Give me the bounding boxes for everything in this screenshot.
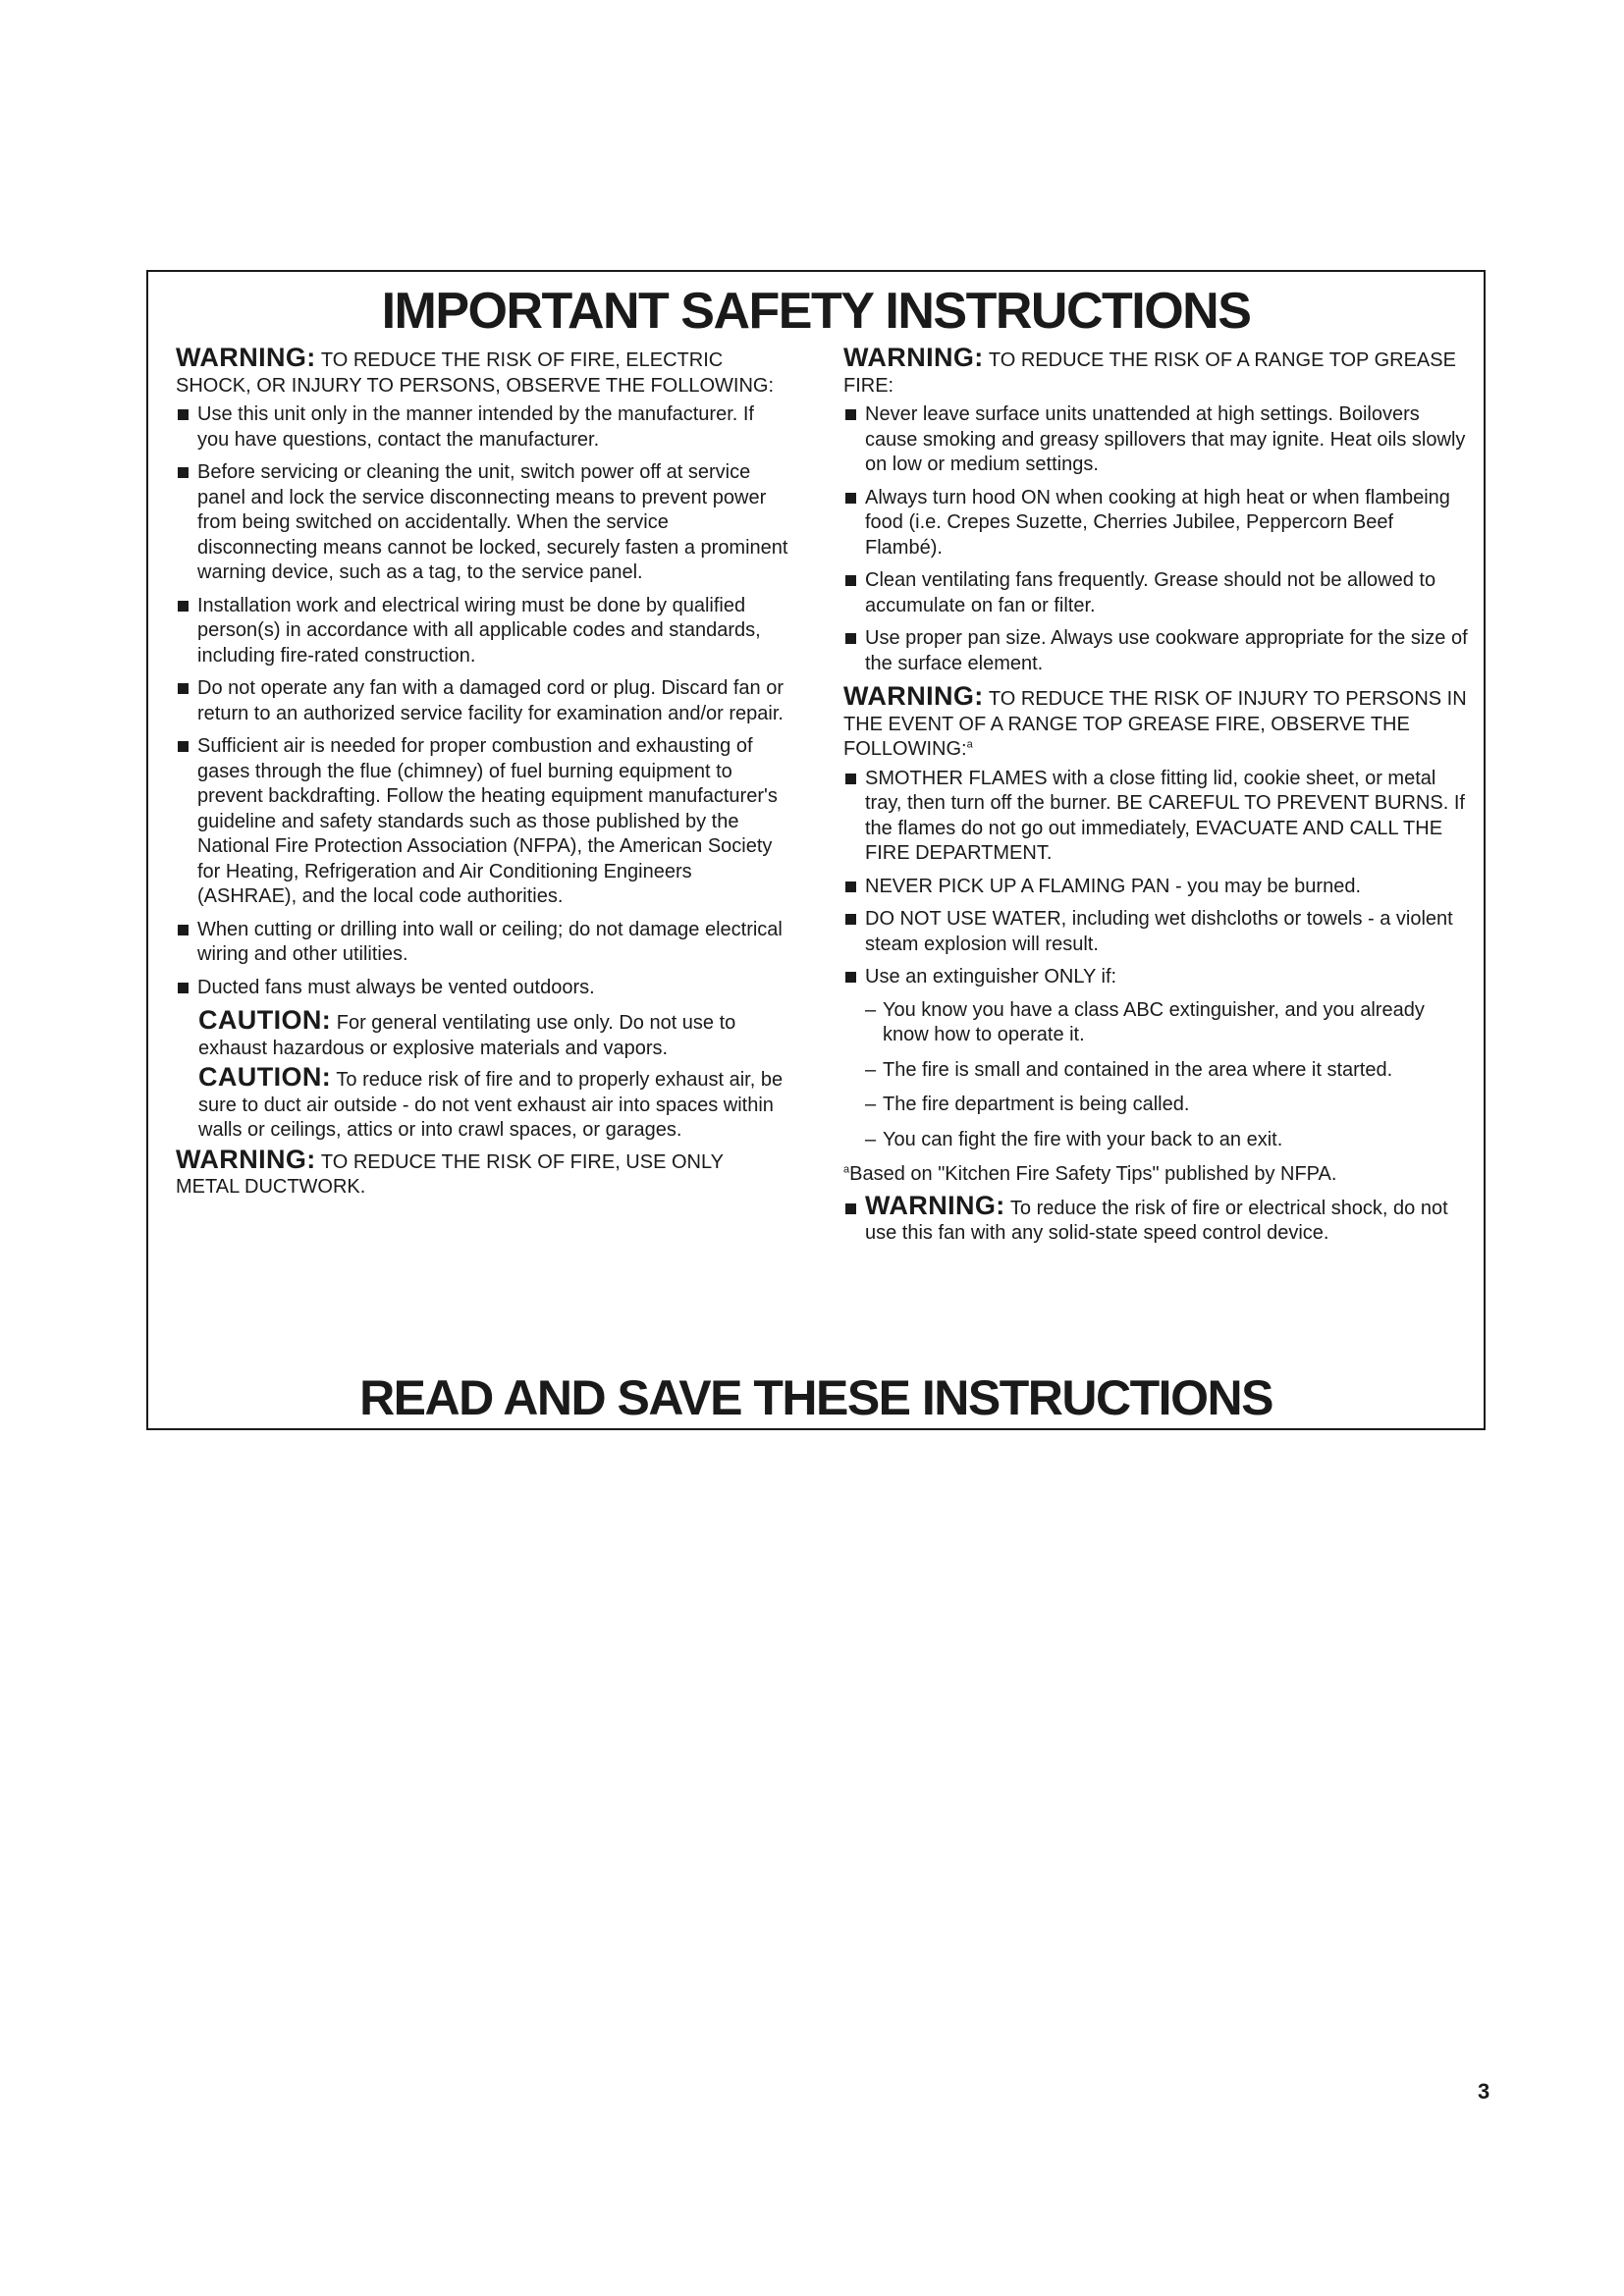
sub-list-item bbox=[843, 1058, 1472, 1084]
list-item-text: Sufficient air is needed for proper combustion and exhausting of gases through the flue (chimney) of fuel burning equipment to prevent backdrafting. Follow the heating equipment manufacturer's guideline and safety standards such as those published by the National Fire Protection Association (NFPA), the American Society for Heating, Refrigeration and Air Conditioning Engineers (ASHRAE), and the local code authorities. bbox=[197, 735, 778, 907]
warning-injury-grease-fire bbox=[843, 681, 1472, 763]
dash-bullet: – bbox=[865, 1128, 877, 1150]
warning-label: WARNING: bbox=[865, 1190, 1005, 1220]
warning-label: WARNING: bbox=[843, 343, 984, 372]
square-bullet-icon bbox=[178, 409, 189, 420]
list-item bbox=[843, 875, 1472, 900]
warning-text: To reduce the risk of fire or electrical shock, do not use this fan with any solid-state speed control device. bbox=[865, 1197, 1448, 1244]
list-item bbox=[176, 460, 790, 586]
list-item-text: When cutting or drilling into wall or ceiling; do not damage electrical wiring and other utilities. bbox=[197, 918, 783, 965]
page-number: 3 bbox=[1478, 2079, 1490, 2104]
caution-label: CAUTION: bbox=[198, 1005, 332, 1035]
left-column bbox=[176, 343, 790, 1204]
dash-bullet: – bbox=[865, 1094, 877, 1115]
sub-list-item bbox=[843, 998, 1472, 1048]
list-item bbox=[176, 594, 790, 669]
square-bullet-icon bbox=[178, 983, 189, 993]
list-item-text: Use proper pan size. Always use cookware appropriate for the size of the surface element. bbox=[865, 627, 1468, 674]
square-bullet-icon bbox=[178, 741, 189, 752]
list-item bbox=[176, 976, 790, 1001]
list-item-text: Do not operate any fan with a damaged cord or plug. Discard fan or return to an authorized service facility for examination and/or repair. bbox=[197, 677, 785, 724]
sub-list-item-text: The fire is small and contained in the area where it started. bbox=[883, 1058, 1393, 1081]
footer-title: READ AND SAVE THESE INSTRUCTIONS bbox=[359, 1370, 1272, 1425]
sub-list-item bbox=[843, 1093, 1472, 1118]
sub-list-item-text: You know you have a class ABC extinguisher, and you already know how to operate it. bbox=[883, 998, 1425, 1045]
square-bullet-icon bbox=[845, 1203, 856, 1214]
square-bullet-icon bbox=[845, 409, 856, 420]
warning-speed-control bbox=[843, 1190, 1472, 1247]
safety-instructions-box bbox=[146, 270, 1486, 1430]
list-item bbox=[176, 676, 790, 726]
square-bullet-icon bbox=[845, 914, 856, 925]
footnote-marker: a bbox=[966, 738, 973, 751]
warning-label: WARNING: bbox=[176, 1144, 316, 1174]
list-item bbox=[843, 568, 1472, 618]
list-item-text: Before servicing or cleaning the unit, switch power off at service panel and lock the service disconnecting means to prevent power from being switched on accidentally. When the service disconnecting means cannot be locked, securely fasten a prominent warning device, such as a tag, to the service panel. bbox=[197, 461, 788, 583]
square-bullet-icon bbox=[178, 683, 189, 694]
page-title: IMPORTANT SAFETY INSTRUCTIONS bbox=[381, 283, 1251, 340]
square-bullet-icon bbox=[845, 493, 856, 504]
warning-label: WARNING: bbox=[843, 681, 984, 711]
warning-text: TO REDUCE THE RISK OF FIRE, ELECTRIC SHOCK, OR INJURY TO PERSONS, OBSERVE THE FOLLOWING: bbox=[176, 349, 775, 397]
footnote-text: Based on "Kitchen Fire Safety Tips" published by NFPA. bbox=[849, 1163, 1337, 1185]
list-item-text: DO NOT USE WATER, including wet dishcloths or towels - a violent steam explosion will result. bbox=[865, 908, 1453, 955]
list-item-text: Installation work and electrical wiring must be done by qualified person(s) in accordance with all applicable codes and standards, including fire-rated construction. bbox=[197, 594, 761, 667]
list-item-text: SMOTHER FLAMES with a close fitting lid, cookie sheet, or metal tray, then turn off the burner. BE CAREFUL TO PREVENT BURNS. If the flames do not go out immediately, EVACUATE AND CALL THE FIRE DEPARTMENT. bbox=[865, 767, 1465, 864]
square-bullet-icon bbox=[845, 575, 856, 586]
warning-text: TO REDUCE THE RISK OF A RANGE TOP GREASE FIRE: bbox=[843, 349, 1456, 397]
warning-grease-fire bbox=[843, 343, 1472, 399]
warning-label: WARNING: bbox=[176, 343, 316, 372]
list-item bbox=[843, 965, 1472, 990]
list-item bbox=[843, 626, 1472, 676]
list-item-text: Use an extinguisher ONLY if: bbox=[865, 966, 1117, 988]
dash-bullet: – bbox=[865, 1058, 877, 1081]
list-item-text: Ducted fans must always be vented outdoors. bbox=[197, 976, 595, 998]
square-bullet-icon bbox=[178, 925, 189, 935]
warning-text: TO REDUCE THE RISK OF INJURY TO PERSONS IN THE EVENT OF A RANGE TOP GREASE FIRE, OBSERVE THE FOLLOWING: bbox=[843, 688, 1467, 760]
caution-text: To reduce risk of fire and to properly exhaust air, be sure to duct air outside - do not vent exhaust air into spaces within walls or ceilings, attics or into crawl spaces, or garages. bbox=[198, 1069, 784, 1141]
sub-list-item-text: The fire department is being called. bbox=[883, 1094, 1190, 1115]
sub-list-item bbox=[843, 1128, 1472, 1153]
square-bullet-icon bbox=[178, 601, 189, 612]
warning-metal-ductwork bbox=[176, 1144, 790, 1201]
sub-list-item-text: You can fight the fire with your back to an exit. bbox=[883, 1128, 1283, 1150]
dash-bullet: – bbox=[865, 998, 877, 1021]
footnote-marker: a bbox=[843, 1163, 850, 1176]
list-item-text: Use this unit only in the manner intended by the manufacturer. If you have questions, contact the manufacturer. bbox=[197, 403, 754, 451]
warning-text: TO REDUCE THE RISK OF FIRE, USE ONLY METAL DUCTWORK. bbox=[176, 1150, 724, 1198]
list-item bbox=[843, 402, 1472, 478]
square-bullet-icon bbox=[845, 972, 856, 983]
list-item-text: NEVER PICK UP A FLAMING PAN - you may be burned. bbox=[865, 875, 1362, 897]
list-item bbox=[843, 486, 1472, 561]
square-bullet-icon bbox=[845, 633, 856, 644]
list-item bbox=[176, 402, 790, 453]
square-bullet-icon bbox=[845, 774, 856, 784]
list-item-text: Never leave surface units unattended at high settings. Boilovers cause smoking and greasy spillovers that may ignite. Heat oils slowly on low or medium settings. bbox=[865, 403, 1466, 475]
footnote bbox=[843, 1162, 1472, 1188]
right-column bbox=[843, 343, 1472, 1255]
caution-general-use bbox=[176, 1005, 790, 1061]
caution-duct-outside bbox=[176, 1062, 790, 1144]
square-bullet-icon bbox=[178, 467, 189, 478]
list-item-text: Clean ventilating fans frequently. Grease should not be allowed to accumulate on fan or filter. bbox=[865, 569, 1436, 616]
caution-label: CAUTION: bbox=[198, 1062, 332, 1092]
list-item bbox=[176, 734, 790, 910]
warning-fire-electric-shock bbox=[176, 343, 790, 399]
list-item bbox=[843, 907, 1472, 957]
list-item-text: Always turn hood ON when cooking at high heat or when flambeing food (i.e. Crepes Suzette, Cherries Jubilee, Peppercorn Beef Flambé). bbox=[865, 486, 1450, 559]
list-item bbox=[843, 767, 1472, 867]
square-bullet-icon bbox=[845, 881, 856, 892]
caution-text: For general ventilating use only. Do not use to exhaust hazardous or explosive materials and vapors. bbox=[198, 1012, 736, 1059]
list-item bbox=[176, 918, 790, 968]
